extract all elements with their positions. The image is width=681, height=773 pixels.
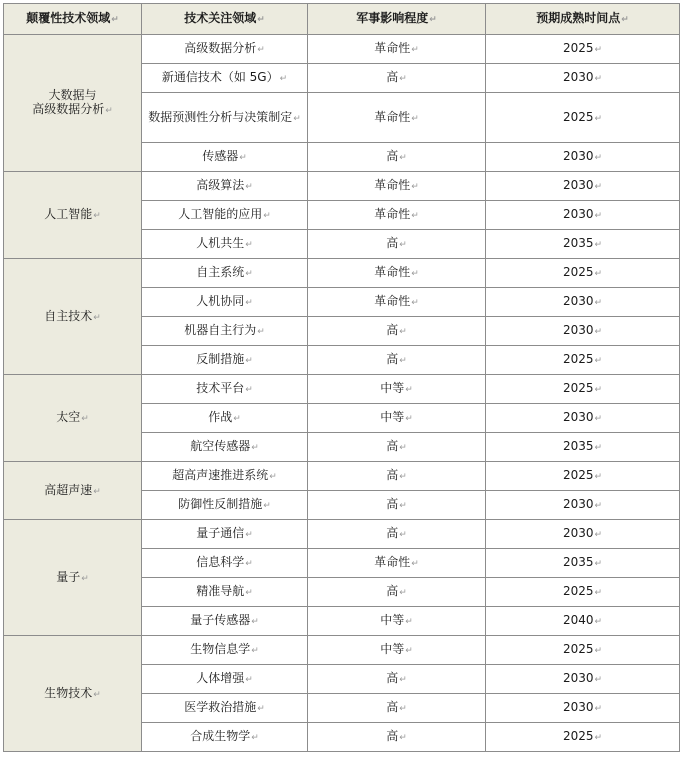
domain-label: 人工智能	[44, 207, 93, 221]
impact-value: 高	[386, 70, 399, 84]
table-row	[4, 520, 680, 549]
impact-cell: 高↵	[308, 317, 486, 346]
year-cell: 2025↵	[486, 259, 680, 288]
year-value: 2030	[562, 323, 594, 337]
header-domain: 颠覆性技术领域↵	[4, 4, 142, 35]
year-cell: 2030↵	[486, 491, 680, 520]
area-value: 人工智能的应用	[178, 207, 263, 221]
area-value: 超高声速推进系统	[172, 468, 269, 482]
area-value: 反制措施	[196, 352, 245, 366]
area-value: 数据预测性分析与决策制定	[148, 109, 293, 124]
area-cell: 防御性反制措施↵	[142, 491, 308, 520]
year-cell: 2035↵	[486, 230, 680, 259]
area-value: 自主系统	[196, 265, 245, 279]
area-value: 人体增强	[196, 671, 245, 685]
area-value: 高级数据分析	[184, 41, 257, 55]
impact-cell: 中等↵	[308, 607, 486, 636]
area-cell: 医学救治措施↵	[142, 694, 308, 723]
area-cell: 超高声速推进系统↵	[142, 462, 308, 491]
area-cell: 人工智能的应用↵	[142, 201, 308, 230]
area-value: 人机协同	[196, 294, 245, 308]
domain-cell: 高超声速↵	[4, 462, 142, 520]
impact-cell: 高↵	[308, 143, 486, 172]
impact-value: 革命性	[374, 41, 411, 55]
impact-value: 高	[386, 439, 399, 453]
year-cell: 2025↵	[486, 35, 680, 64]
impact-value: 中等	[380, 381, 405, 395]
year-cell: 2035↵	[486, 549, 680, 578]
impact-cell: 高↵	[308, 578, 486, 607]
impact-value: 高	[386, 323, 399, 337]
area-value: 新通信技术（如 5G）	[161, 70, 279, 84]
table-row	[4, 259, 680, 288]
area-value: 人机共生	[196, 236, 245, 250]
year-value: 2025	[562, 381, 594, 395]
impact-cell: 革命性↵	[308, 259, 486, 288]
year-cell: 2025↵	[486, 578, 680, 607]
impact-cell: 高↵	[308, 665, 486, 694]
impact-value: 中等	[380, 642, 405, 656]
area-value: 传感器	[202, 149, 239, 163]
year-value: 2025	[562, 109, 594, 124]
area-value: 量子通信	[196, 526, 245, 540]
impact-value: 高	[386, 729, 399, 743]
impact-cell: 高↵	[308, 433, 486, 462]
impact-cell: 高↵	[308, 694, 486, 723]
area-cell: 机器自主行为↵	[142, 317, 308, 346]
domain-cell: 大数据与 高级数据分析↵	[4, 35, 142, 172]
impact-cell: 中等↵	[308, 375, 486, 404]
year-value: 2035	[562, 236, 594, 250]
year-cell: 2030↵	[486, 201, 680, 230]
year-cell: 2030↵	[486, 64, 680, 93]
area-cell: 生物信息学↵	[142, 636, 308, 665]
impact-cell: 中等↵	[308, 404, 486, 433]
area-value: 作战	[208, 410, 233, 424]
year-value: 2030	[562, 671, 594, 685]
year-cell: 2040↵	[486, 607, 680, 636]
domain-cell: 人工智能↵	[4, 172, 142, 259]
year-value: 2025	[562, 41, 594, 55]
header-area: 技术关注领域↵	[142, 4, 308, 35]
domain-label: 高超声速	[44, 482, 93, 497]
area-cell: 合成生物学↵	[142, 723, 308, 752]
table-row	[4, 636, 680, 665]
area-value: 机器自主行为	[184, 323, 257, 337]
area-cell: 新通信技术（如 5G）↵	[142, 64, 308, 93]
impact-value: 高	[386, 352, 399, 366]
year-value: 2030	[562, 526, 594, 540]
year-cell: 2030↵	[486, 665, 680, 694]
year-cell: 2030↵	[486, 143, 680, 172]
impact-cell: 革命性↵	[308, 93, 486, 143]
year-value: 2030	[562, 178, 594, 192]
tech-table	[3, 3, 680, 752]
year-cell: 2030↵	[486, 172, 680, 201]
impact-value: 高	[386, 700, 399, 714]
year-cell: 2025↵	[486, 346, 680, 375]
year-value: 2030	[562, 294, 594, 308]
year-value: 2030	[562, 497, 594, 511]
area-cell: 作战↵	[142, 404, 308, 433]
area-value: 高级算法	[196, 178, 245, 192]
area-value: 量子传感器	[190, 613, 251, 627]
year-cell: 2025↵	[486, 462, 680, 491]
impact-cell: 高↵	[308, 723, 486, 752]
year-value: 2025	[562, 642, 594, 656]
header-impact: 军事影响程度↵	[308, 4, 486, 35]
area-value: 精准导航	[196, 584, 245, 598]
impact-value: 高	[386, 497, 399, 511]
impact-value: 中等	[380, 410, 405, 424]
area-value: 生物信息学	[190, 642, 251, 656]
domain-label: 生物技术	[44, 685, 93, 700]
impact-cell: 革命性↵	[308, 549, 486, 578]
impact-cell: 革命性↵	[308, 288, 486, 317]
year-value: 2025	[562, 729, 594, 743]
header-year: 预期成熟时间点↵	[486, 4, 680, 35]
impact-cell: 革命性↵	[308, 172, 486, 201]
area-cell: 反制措施↵	[142, 346, 308, 375]
year-value: 2025	[562, 584, 594, 598]
year-value: 2030	[562, 207, 594, 221]
year-value: 2030	[562, 700, 594, 714]
area-cell: 高级算法↵	[142, 172, 308, 201]
impact-value: 革命性	[374, 294, 411, 308]
area-cell: 航空传感器↵	[142, 433, 308, 462]
area-value: 航空传感器	[190, 439, 251, 453]
domain-cell: 生物技术↵	[4, 636, 142, 752]
area-cell: 信息科学↵	[142, 549, 308, 578]
domain-label: 自主技术	[44, 308, 93, 323]
year-value: 2025	[562, 352, 594, 366]
area-value: 信息科学	[196, 555, 245, 569]
domain-label: 高级数据分析	[32, 102, 105, 116]
area-cell: 人机共生↵	[142, 230, 308, 259]
impact-cell: 高↵	[308, 462, 486, 491]
year-value: 2030	[562, 70, 594, 84]
impact-cell: 革命性↵	[308, 201, 486, 230]
impact-cell: 革命性↵	[308, 35, 486, 64]
impact-value: 革命性	[374, 109, 411, 124]
year-cell: 2025↵	[486, 93, 680, 143]
domain-cell: 太空↵	[4, 375, 142, 462]
area-value: 防御性反制措施	[178, 497, 263, 511]
impact-value: 中等	[380, 613, 405, 627]
area-cell: 精准导航↵	[142, 578, 308, 607]
impact-value: 革命性	[374, 265, 411, 279]
impact-cell: 高↵	[308, 64, 486, 93]
area-cell: 技术平台↵	[142, 375, 308, 404]
year-cell: 2030↵	[486, 317, 680, 346]
year-cell: 2030↵	[486, 694, 680, 723]
year-cell: 2030↵	[486, 288, 680, 317]
domain-cell: 量子↵	[4, 520, 142, 636]
impact-cell: 高↵	[308, 520, 486, 549]
area-cell: 自主系统↵	[142, 259, 308, 288]
year-value: 2030	[562, 410, 594, 424]
impact-value: 高	[386, 468, 399, 482]
domain-label: 太空	[56, 410, 81, 424]
impact-value: 革命性	[374, 178, 411, 192]
year-cell: 2035↵	[486, 433, 680, 462]
domain-label: 大数据与	[48, 88, 97, 102]
impact-value: 革命性	[374, 207, 411, 221]
impact-value: 高	[386, 526, 399, 540]
table-row	[4, 35, 680, 64]
impact-cell: 高↵	[308, 230, 486, 259]
domain-cell: 自主技术↵	[4, 259, 142, 375]
area-cell: 量子通信↵	[142, 520, 308, 549]
impact-value: 高	[386, 584, 399, 598]
year-value: 2040	[562, 613, 594, 627]
domain-label: 量子	[56, 569, 81, 584]
area-value: 医学救治措施	[184, 700, 257, 714]
header-row	[4, 4, 680, 35]
table-row	[4, 172, 680, 201]
table-row	[4, 375, 680, 404]
area-cell: 人体增强↵	[142, 665, 308, 694]
year-cell: 2025↵	[486, 636, 680, 665]
area-cell: 数据预测性分析与决策制定↵	[142, 93, 308, 143]
year-cell: 2030↵	[486, 404, 680, 433]
area-cell: 人机协同↵	[142, 288, 308, 317]
area-cell: 传感器↵	[142, 143, 308, 172]
impact-cell: 高↵	[308, 491, 486, 520]
impact-cell: 高↵	[308, 346, 486, 375]
impact-value: 高	[386, 671, 399, 685]
year-value: 2030	[562, 149, 594, 163]
impact-value: 革命性	[374, 555, 411, 569]
area-value: 合成生物学	[190, 729, 251, 743]
year-value: 2035	[562, 555, 594, 569]
year-value: 2035	[562, 439, 594, 453]
area-cell: 量子传感器↵	[142, 607, 308, 636]
area-cell: 高级数据分析↵	[142, 35, 308, 64]
year-cell: 2025↵	[486, 723, 680, 752]
year-cell: 2030↵	[486, 520, 680, 549]
impact-cell: 中等↵	[308, 636, 486, 665]
area-value: 技术平台	[196, 381, 245, 395]
table-row	[4, 462, 680, 491]
impact-value: 高	[386, 236, 399, 250]
impact-value: 高	[386, 149, 399, 163]
year-value: 2025	[562, 468, 594, 482]
year-cell: 2025↵	[486, 375, 680, 404]
year-value: 2025	[562, 265, 594, 279]
